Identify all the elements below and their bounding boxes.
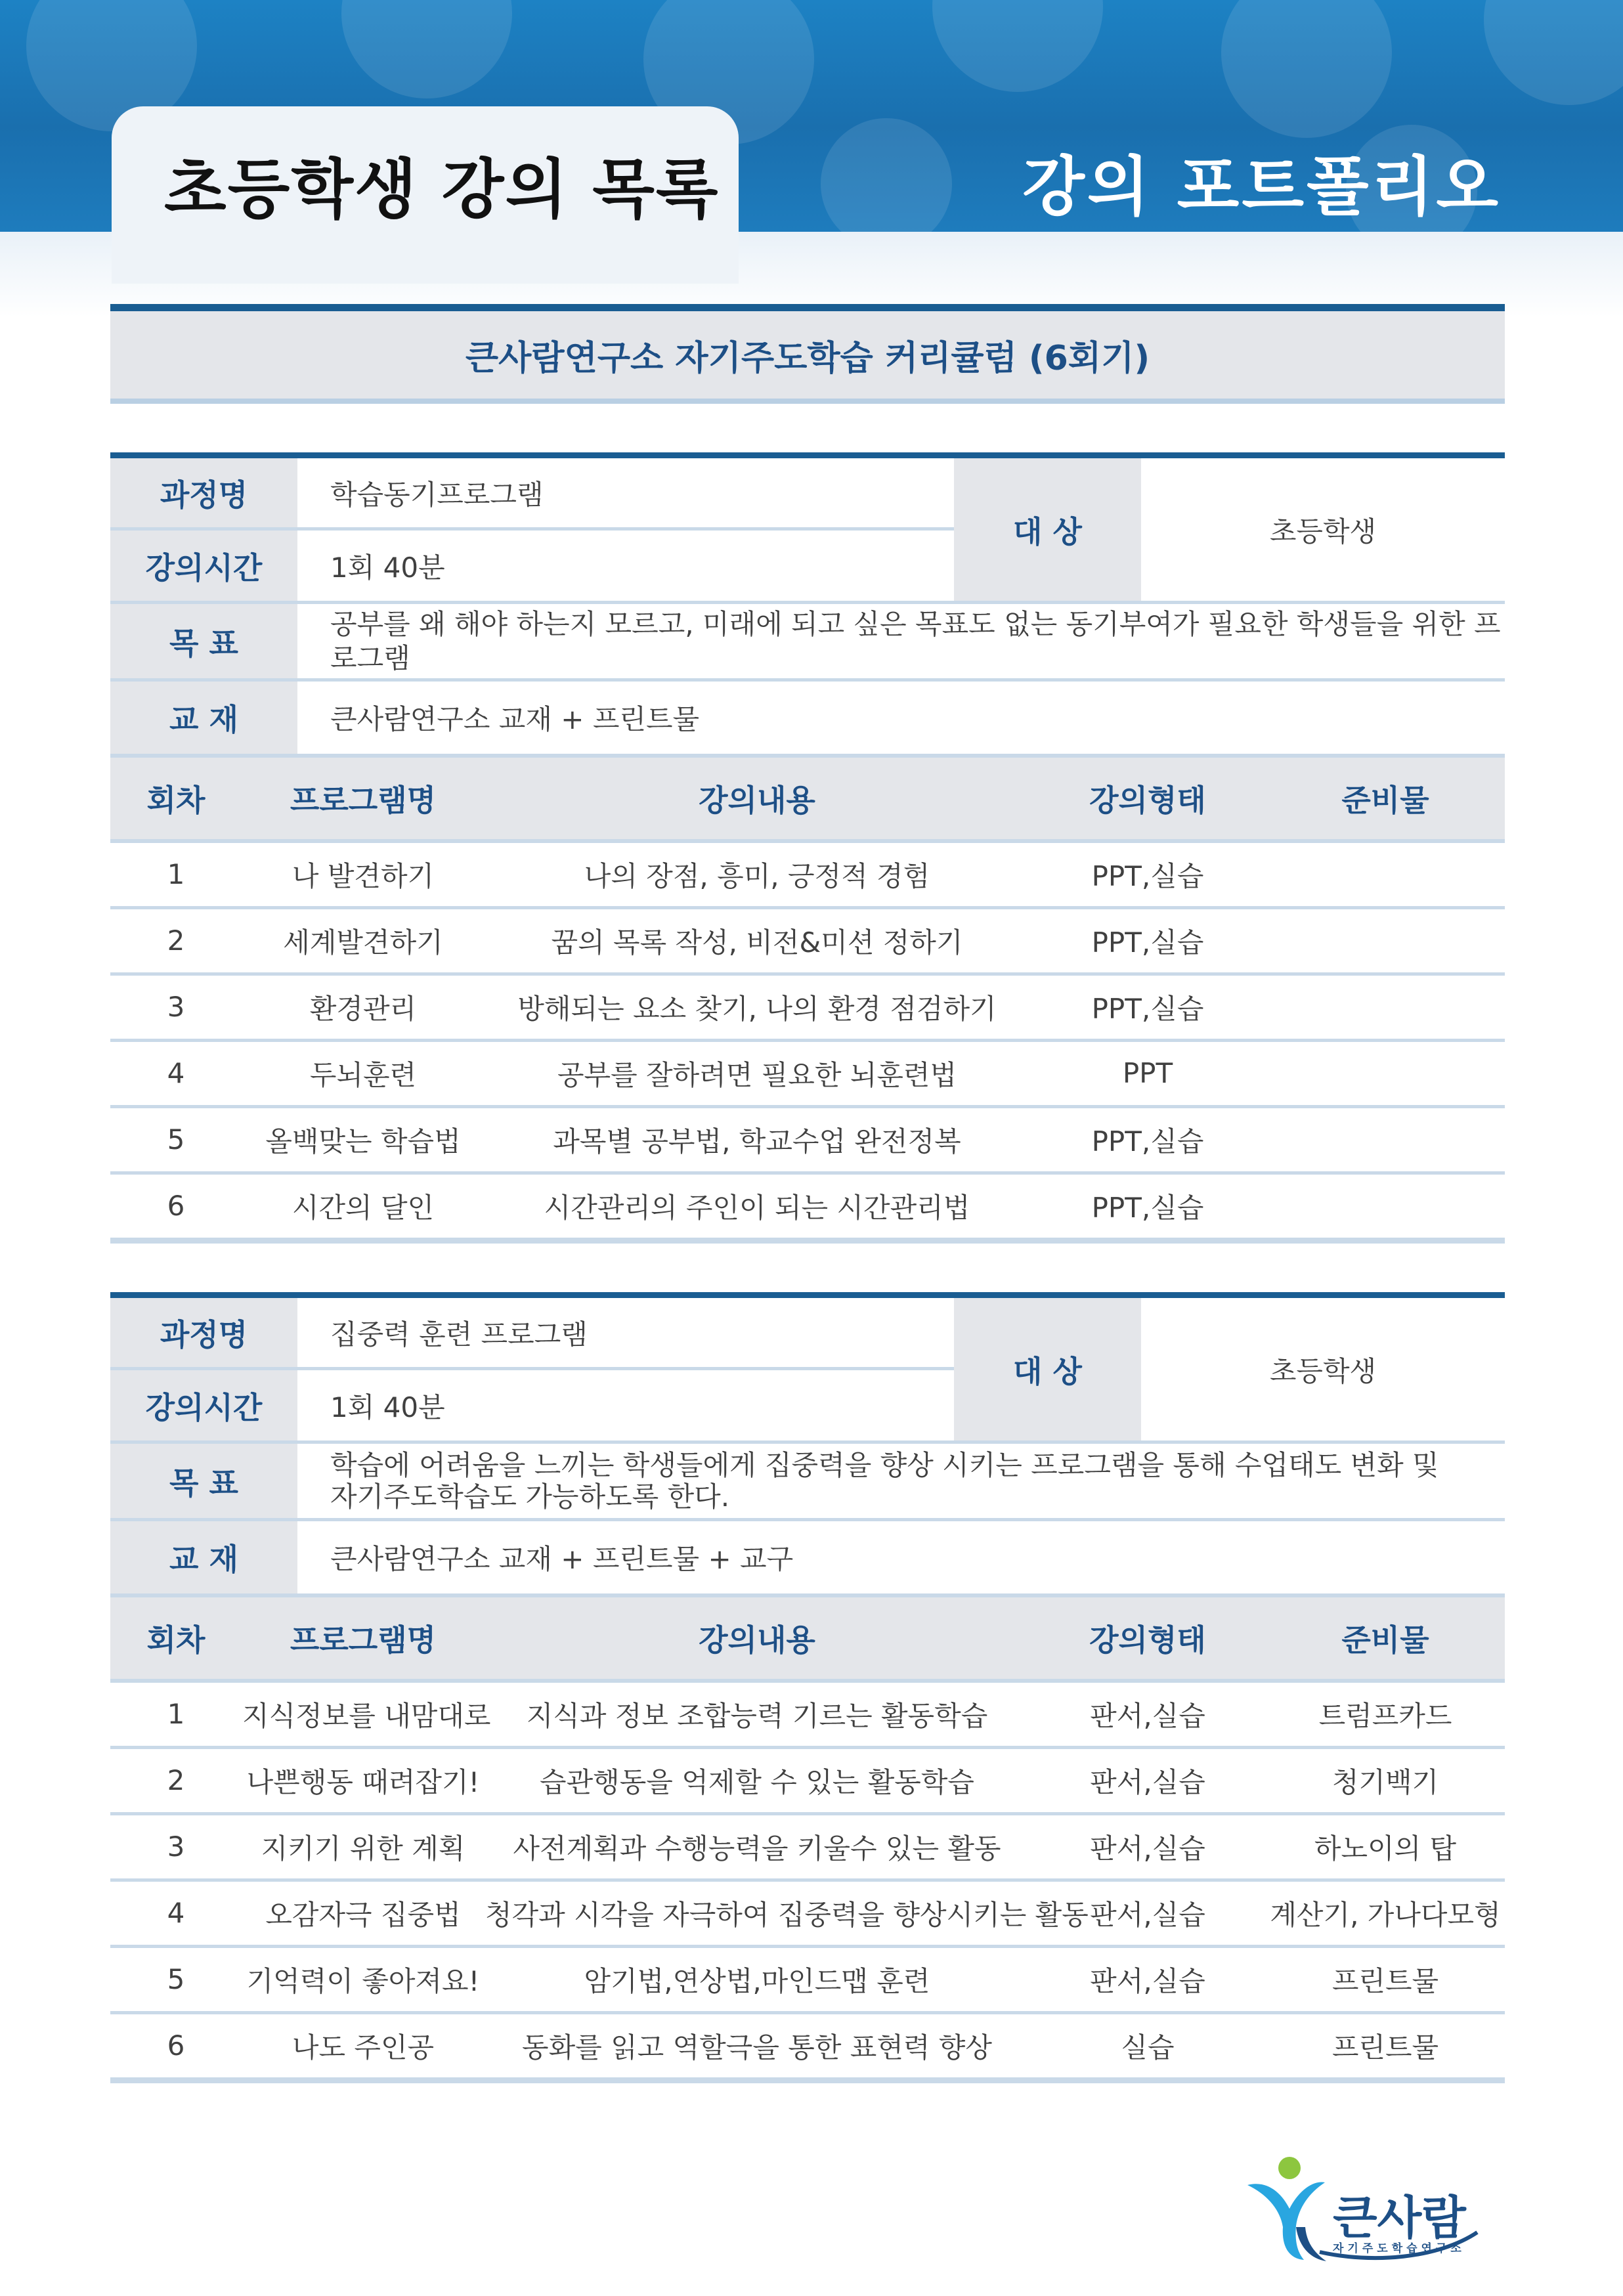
session-format: 판서,실습 <box>1029 1946 1266 2012</box>
session-program: 오감자극 집중법 <box>242 1880 485 1946</box>
col-header-content: 강의내용 <box>485 1595 1029 1681</box>
session-table <box>110 754 1505 1244</box>
materials-value: 큰사람연구소 교재 + 프린트물 + 교구 <box>330 1542 794 1575</box>
session-program: 나쁜행동 때려잡기! <box>242 1747 485 1813</box>
target-label: 대 상 <box>954 1295 1141 1442</box>
session-program: 올백맞는 학습법 <box>242 1106 485 1173</box>
goal-value <box>297 1442 1505 1520</box>
session-prep: 청기백기 <box>1266 1747 1505 1813</box>
session-content: 청각과 시각을 자극하여 집중력을 향상시키는 활동 <box>485 1880 1029 1946</box>
goal-label: 목 표 <box>110 603 297 680</box>
table-row <box>110 1173 1505 1240</box>
session-content: 동화를 읽고 역할극을 통한 표현력 향상 <box>485 2012 1029 2080</box>
session-no: 4 <box>110 1880 242 1946</box>
decorative-figure <box>1221 0 1392 138</box>
session-format: PPT,실습 <box>1029 1106 1266 1173</box>
session-no: 5 <box>110 1946 242 2012</box>
logo-name: 큰사람 <box>1333 2191 1466 2245</box>
table-row <box>110 1946 1505 2012</box>
session-no: 3 <box>110 1813 242 1880</box>
session-program: 나 발견하기 <box>242 841 485 908</box>
lecture-time-value: 1회 40분 <box>297 529 954 603</box>
session-content: 지식과 정보 조합능력 기르는 활동학습 <box>485 1681 1029 1748</box>
col-header-content: 강의내용 <box>485 756 1029 841</box>
table-row <box>110 1880 1505 1946</box>
session-format: PPT,실습 <box>1029 907 1266 974</box>
curriculum-title: 큰사람연구소 자기주도학습 커리큘럼 (6회기) <box>465 339 1150 378</box>
session-content: 공부를 잘하려면 필요한 뇌훈련법 <box>485 1040 1029 1106</box>
session-format: PPT,실습 <box>1029 974 1266 1040</box>
logo-figure <box>1247 2182 1325 2260</box>
session-program: 시간의 달인 <box>242 1173 485 1240</box>
goal-line: 자기주도학습도 가능하도록 한다. <box>330 1480 730 1513</box>
curriculum-banner <box>110 304 1505 404</box>
table-row <box>110 1040 1505 1106</box>
logo-dot <box>1278 2157 1301 2179</box>
table-row <box>110 1813 1505 1880</box>
course-name-label: 과정명 <box>110 1295 297 1369</box>
session-content: 시간관리의 주인이 되는 시간관리법 <box>485 1173 1029 1240</box>
col-header-prep: 준비물 <box>1266 756 1505 841</box>
lecture-time-value: 1회 40분 <box>297 1369 954 1442</box>
session-no: 1 <box>110 1681 242 1748</box>
table-row <box>110 1106 1505 1173</box>
table-row <box>110 1747 1505 1813</box>
table-row <box>110 907 1505 974</box>
course-section <box>110 452 1505 1244</box>
session-no: 2 <box>110 907 242 974</box>
session-content: 암기법,연상법,마인드맵 훈련 <box>485 1946 1029 2012</box>
logo-subtitle: 자기주도학습연구소 <box>1333 2242 1465 2255</box>
col-header-prep: 준비물 <box>1266 1595 1505 1681</box>
session-format: PPT <box>1029 1040 1266 1106</box>
session-format: 판서,실습 <box>1029 1813 1266 1880</box>
session-no: 5 <box>110 1106 242 1173</box>
session-content: 나의 장점, 흥미, 긍정적 경험 <box>485 841 1029 908</box>
decorative-figure <box>1484 0 1623 105</box>
session-program: 세계발견하기 <box>242 907 485 974</box>
session-prep <box>1266 1106 1505 1173</box>
table-row <box>110 974 1505 1040</box>
table-row <box>110 841 1505 908</box>
table-row <box>110 2012 1505 2080</box>
materials-label: 교 재 <box>110 680 297 754</box>
session-format: 실습 <box>1029 2012 1266 2080</box>
session-format: 판서,실습 <box>1029 1747 1266 1813</box>
decorative-figure <box>932 0 1103 92</box>
col-header-program: 프로그램명 <box>242 756 485 841</box>
session-content: 습관행동을 억제할 수 있는 활동학습 <box>485 1747 1029 1813</box>
materials-label: 교 재 <box>110 1520 297 1593</box>
session-prep: 트럼프카드 <box>1266 1681 1505 1748</box>
goal-line: 학습에 어려움을 느끼는 학생들에게 집중력을 향상 시키는 프로그램을 통해 수업태도 변화 및 <box>330 1448 1439 1481</box>
goal-value <box>297 603 1505 680</box>
session-program: 환경관리 <box>242 974 485 1040</box>
table-row <box>110 1681 1505 1748</box>
course-name-label: 과정명 <box>110 456 297 529</box>
col-header-no: 회차 <box>110 1595 242 1681</box>
course-section <box>110 1292 1505 2083</box>
target-value: 초등학생 <box>1141 1295 1505 1442</box>
goal-line: 공부를 왜 해야 하는지 모르고, 미래에 되고 싶은 목표도 없는 동기부여가 필요한 학생들을 위한 프로그램 <box>330 607 1501 674</box>
goal-label: 목 표 <box>110 1442 297 1520</box>
session-format: 판서,실습 <box>1029 1681 1266 1748</box>
session-no: 4 <box>110 1040 242 1106</box>
session-program: 기억력이 좋아져요! <box>242 1946 485 2012</box>
session-prep <box>1266 907 1505 974</box>
session-no: 2 <box>110 1747 242 1813</box>
portfolio-title: 강의 포트폴리오 <box>1022 150 1501 225</box>
session-prep <box>1266 1173 1505 1240</box>
session-format: PPT,실습 <box>1029 1173 1266 1240</box>
target-value: 초등학생 <box>1141 456 1505 603</box>
session-prep <box>1266 841 1505 908</box>
session-format: 판서,실습 <box>1029 1880 1266 1946</box>
col-header-no: 회차 <box>110 756 242 841</box>
session-no: 6 <box>110 2012 242 2080</box>
lecture-time-label: 강의시간 <box>110 529 297 603</box>
course-info-table <box>110 452 1505 754</box>
session-program: 나도 주인공 <box>242 2012 485 2080</box>
session-format: PPT,실습 <box>1029 841 1266 908</box>
page-title: 초등학생 강의 목록 <box>164 152 720 227</box>
col-header-format: 강의형태 <box>1029 756 1266 841</box>
session-content: 꿈의 목록 작성, 비전&미션 정하기 <box>485 907 1029 974</box>
col-header-program: 프로그램명 <box>242 1595 485 1681</box>
session-content: 방해되는 요소 찾기, 나의 환경 점검하기 <box>485 974 1029 1040</box>
col-header-format: 강의형태 <box>1029 1595 1266 1681</box>
session-prep: 프린트물 <box>1266 1946 1505 2012</box>
decorative-figure <box>341 0 512 98</box>
session-no: 1 <box>110 841 242 908</box>
target-label: 대 상 <box>954 456 1141 603</box>
lecture-time-label: 강의시간 <box>110 1369 297 1442</box>
session-program: 지키기 위한 계획 <box>242 1813 485 1880</box>
course-info-table <box>110 1292 1505 1593</box>
course-name-value: 집중력 훈련 프로그램 <box>297 1295 954 1369</box>
session-program: 두뇌훈련 <box>242 1040 485 1106</box>
session-prep: 하노이의 탑 <box>1266 1813 1505 1880</box>
session-prep: 계산기, 가나다모형 <box>1266 1880 1505 1946</box>
session-program: 지식정보를 내맘대로 <box>242 1681 485 1748</box>
session-no: 6 <box>110 1173 242 1240</box>
session-prep <box>1266 974 1505 1040</box>
session-prep <box>1266 1040 1505 1106</box>
decorative-figure <box>821 118 952 232</box>
session-content: 과목별 공부법, 학교수업 완전정복 <box>485 1106 1029 1173</box>
session-table <box>110 1593 1505 2083</box>
session-no: 3 <box>110 974 242 1040</box>
course-name-value: 학습동기프로그램 <box>297 456 954 529</box>
materials-value: 큰사람연구소 교재 + 프린트물 <box>330 703 700 735</box>
session-content: 사전계획과 수행능력을 키울수 있는 활동 <box>485 1813 1029 1880</box>
session-prep: 프린트물 <box>1266 2012 1505 2080</box>
